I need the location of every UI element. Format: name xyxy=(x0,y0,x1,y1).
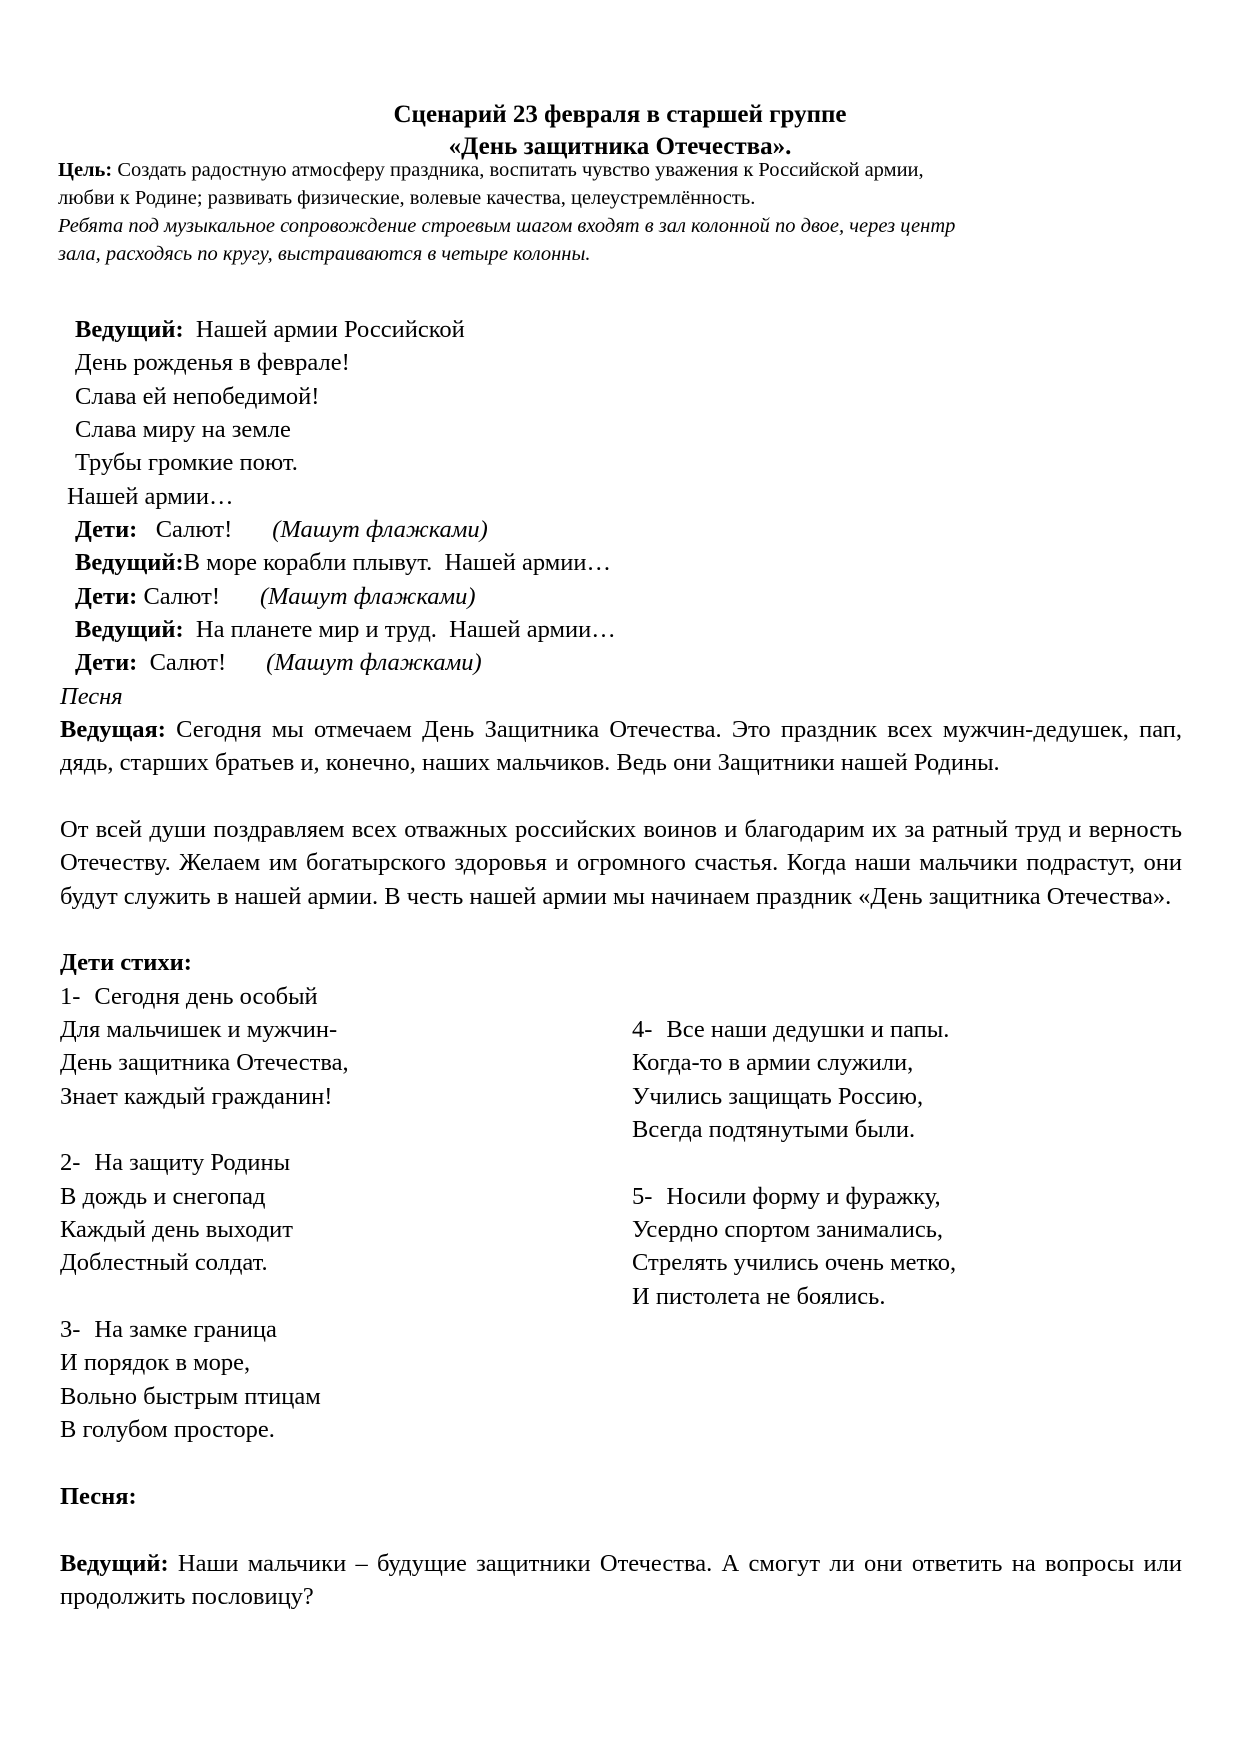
poem-2-line-4: Доблестный солдат. xyxy=(60,1249,268,1276)
dialogue-line: Трубы громкие поют. xyxy=(75,449,298,476)
poem-2-line-2: В дождь и снегопад xyxy=(60,1183,266,1210)
poem-1-line-4: Знает каждый гражданин! xyxy=(60,1083,333,1110)
poem-5-line-1 xyxy=(632,1180,941,1213)
poem-4-line-1 xyxy=(632,1013,949,1046)
speaker-label: Ведущий: xyxy=(75,616,184,643)
goal-line-1 xyxy=(58,156,1188,184)
song-heading: Песня: xyxy=(60,1483,137,1510)
poem-2-line-3: Каждый день выходит xyxy=(60,1216,293,1243)
dialogue-line xyxy=(75,580,476,613)
dialogue-line xyxy=(75,613,616,646)
dialogue-line: День рожденья в феврале! xyxy=(75,349,350,376)
document-title: Сценарий 23 февраля в старшей группе xyxy=(393,101,847,128)
poem-3-line-1 xyxy=(60,1313,277,1346)
dialogue-line xyxy=(75,646,482,679)
poem-number: 5- xyxy=(632,1183,653,1210)
goal-label: Цель: xyxy=(58,159,113,181)
stage-action: (Машут флажками) xyxy=(259,583,476,610)
poem-1-line-1 xyxy=(60,980,318,1013)
host-speech-para-2: От всей души поздравляем всех отважных российских воинов и благодарим их за ратный труд и верность Отечеству. Желаем им богатырского здоровья и огромного счастья. Когда наши мальчики подрастут, они будут служить в нашей армии. В честь нашей армии мы начинаем праздник «День защитника Отечества». xyxy=(60,816,1182,910)
poem-number: 3- xyxy=(60,1316,81,1343)
dialogue-text: Салют! xyxy=(137,516,233,543)
goal-text-1: Создать радостную атмосферу праздника, воспитать чувство уважения к Российской армии, xyxy=(112,159,924,181)
stage-direction-line-2: зала, расходясь по кругу, выстраиваются в четыре колонны. xyxy=(58,243,591,265)
dialogue-line xyxy=(75,313,465,346)
poem-text: Носили форму и фуражку, xyxy=(666,1183,941,1210)
speaker-label: Ведущая: xyxy=(60,716,166,743)
final-host-speech xyxy=(60,1547,1182,1614)
poem-3-line-3: Вольно быстрым птицам xyxy=(60,1383,321,1410)
stage-action: (Машут флажками) xyxy=(272,516,488,543)
poem-number: 2- xyxy=(60,1149,81,1176)
dialogue-text: Салют! xyxy=(137,583,220,610)
poem-1-line-3: День защитника Отечества, xyxy=(60,1049,349,1076)
poem-text: Все наши дедушки и папы. xyxy=(666,1016,950,1043)
poem-text: На защиту Родины xyxy=(94,1149,291,1176)
dialogue-line: Слава ей непобедимой! xyxy=(75,383,320,410)
goal-line-2: любви к Родине; развивать физические, волевые качества, целеустремлённость. xyxy=(58,187,756,209)
poem-4-line-4: Всегда подтянутыми были. xyxy=(632,1116,916,1143)
poem-5-line-2: Усердно спортом занимались, xyxy=(632,1216,943,1243)
dialogue-line xyxy=(75,513,488,546)
speaker-label: Ведущий: xyxy=(60,1550,169,1577)
speaker-label: Дети: xyxy=(75,649,138,676)
document-subtitle: «День защитника Отечества». xyxy=(448,133,792,160)
stage-action: (Машут флажками) xyxy=(266,649,482,676)
poem-5-line-3: Стрелять учились очень метко, xyxy=(632,1249,957,1276)
dialogue-text: Салют! xyxy=(137,649,227,676)
poem-number: 1- xyxy=(60,983,81,1010)
poem-text: На замке граница xyxy=(94,1316,277,1343)
poem-text: Сегодня день особый xyxy=(94,983,318,1010)
host-speech-para-1 xyxy=(60,713,1182,780)
poems-heading: Дети стихи: xyxy=(60,949,192,976)
poem-4-line-3: Учились защищать Россию, xyxy=(632,1083,924,1110)
poem-number: 4- xyxy=(632,1016,653,1043)
song-marker: Песня xyxy=(60,683,123,710)
dialogue-text: На планете мир и труд. Нашей армии… xyxy=(183,616,616,643)
dialogue-text: Нашей армии Российской xyxy=(183,316,465,343)
final-speech-text: Наши мальчики – будущие защитники Отечества. А смогут ли они ответить на вопросы или продолжить пословицу? xyxy=(60,1550,1182,1611)
dialogue-line: Нашей армии… xyxy=(67,483,234,510)
dialogue-text: В море корабли плывут. Нашей армии… xyxy=(183,549,611,576)
speaker-label: Ведущий: xyxy=(75,316,184,343)
poem-5-line-4: И пистолета не боялись. xyxy=(632,1283,886,1310)
poem-4-line-2: Когда-то в армии служили, xyxy=(632,1049,914,1076)
speaker-label: Дети: xyxy=(75,583,138,610)
dialogue-line: Слава миру на земле xyxy=(75,416,291,443)
dialogue-line xyxy=(75,546,611,579)
host-speech-text: Сегодня мы отмечаем День Защитника Отечества. Это праздник всех мужчин-дедушек, пап, дядь, старших братьев и, конечно, наших мальчиков. Ведь они Защитники нашей Родины. xyxy=(60,716,1182,777)
poem-3-line-2: И порядок в море, xyxy=(60,1349,251,1376)
stage-direction-line-1: Ребята под музыкальное сопровождение строевым шагом входят в зал колонной по двое, через центр xyxy=(58,215,956,237)
poem-3-line-4: В голубом просторе. xyxy=(60,1416,275,1443)
poem-1-line-2: Для мальчишек и мужчин- xyxy=(60,1016,338,1043)
speaker-label: Дети: xyxy=(75,516,138,543)
poem-2-line-1 xyxy=(60,1146,290,1179)
speaker-label: Ведущий: xyxy=(75,549,184,576)
